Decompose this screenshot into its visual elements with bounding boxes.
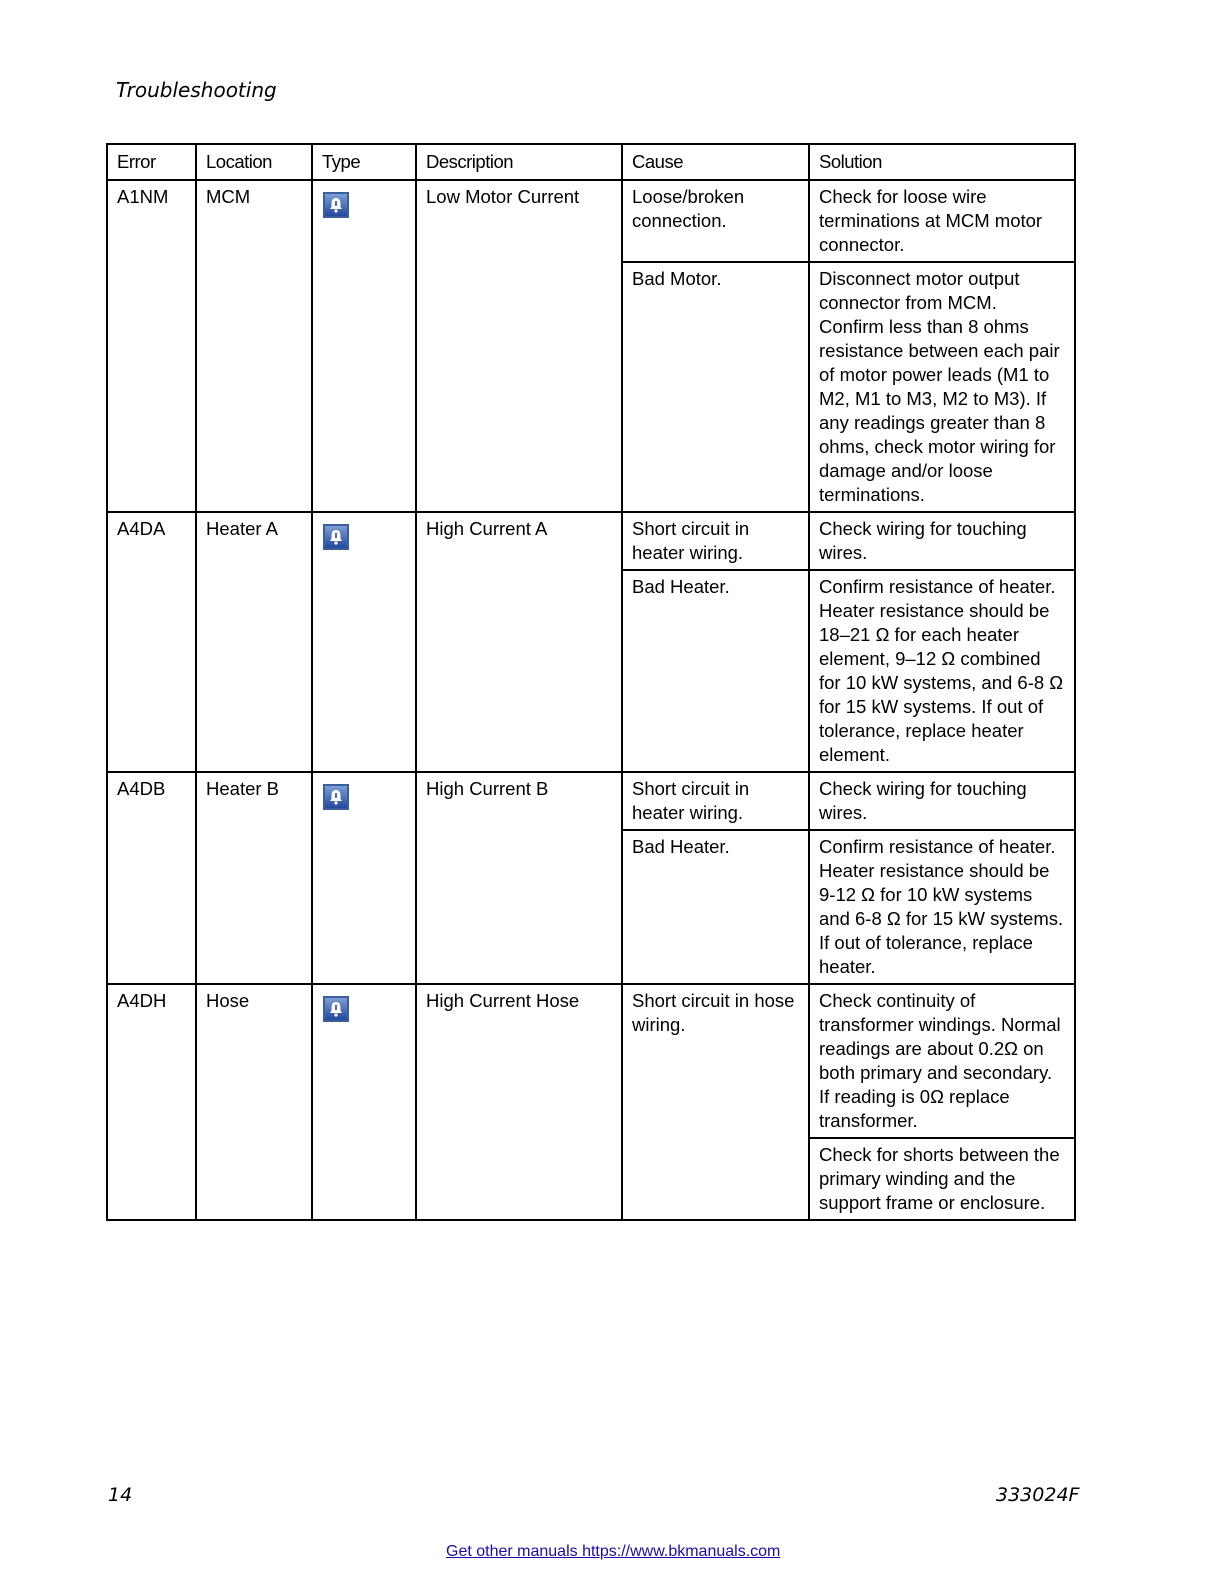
error-code: A4DH (107, 984, 196, 1220)
table-row (107, 772, 1075, 830)
error-type (312, 772, 416, 984)
cause-cell: Bad Heater. (622, 570, 809, 772)
error-code: A4DB (107, 772, 196, 984)
solution-cell: Confirm resistance of heater. Heater resistance should be 18–21 Ω for each heater element, 9–12 Ω combined for 10 kW systems, and 6-8 Ω for 15 kW systems. If out of tolerance, replace heater element. (809, 570, 1075, 772)
cause-cell: Loose/broken connection. (622, 180, 809, 262)
manuals-link[interactable]: Get other manuals https://www.bkmanuals.com (446, 1543, 781, 1560)
alarm-icon (323, 192, 349, 218)
solution-cell: Disconnect motor output connector from MCM. Confirm less than 8 ohms resistance between each pair of motor power leads (M1 to M2, M1 to M3, M2 to M3). If any readings greater than 8 ohms, check motor wiring for damage and/or loose terminations. (809, 262, 1075, 512)
cause-cell: Short circuit in hose wiring. (622, 984, 809, 1220)
document-number: 333024F (996, 1484, 1080, 1506)
solution-cell: Check for loose wire terminations at MCM motor connector. (809, 180, 1075, 262)
error-code: A1NM (107, 180, 196, 512)
alarm-icon (323, 996, 349, 1022)
error-type (312, 512, 416, 772)
error-description: High Current B (416, 772, 622, 984)
table-header-row (107, 144, 1075, 180)
solution-cell: Check for shorts between the primary winding and the support frame or enclosure. (809, 1138, 1075, 1220)
error-code: A4DA (107, 512, 196, 772)
column-header-error: Error (107, 144, 196, 180)
page-number: 14 (108, 1484, 133, 1506)
solution-cell: Check wiring for touching wires. (809, 772, 1075, 830)
cause-cell: Bad Motor. (622, 262, 809, 512)
error-location: Heater A (196, 512, 312, 772)
solution-cell: Confirm resistance of heater. Heater resistance should be 9-12 Ω for 10 kW systems and 6-8 Ω for 15 kW systems. If out of tolerance, replace heater. (809, 830, 1075, 984)
troubleshooting-table (106, 143, 1076, 1221)
column-header-location: Location (196, 144, 312, 180)
error-type (312, 180, 416, 512)
section-title: Troubleshooting (116, 78, 277, 102)
cause-cell: Short circuit in heater wiring. (622, 512, 809, 570)
table-row (107, 984, 1075, 1138)
error-location: MCM (196, 180, 312, 512)
error-description: High Current Hose (416, 984, 622, 1220)
column-header-solution: Solution (809, 144, 1075, 180)
column-header-description: Description (416, 144, 622, 180)
cause-cell: Short circuit in heater wiring. (622, 772, 809, 830)
error-description: Low Motor Current (416, 180, 622, 512)
solution-cell: Check continuity of transformer windings. Normal readings are about 0.2Ω on both primary and secondary. If reading is 0Ω replace transformer. (809, 984, 1075, 1138)
table-row (107, 512, 1075, 570)
error-location: Hose (196, 984, 312, 1220)
alarm-icon (323, 524, 349, 550)
column-header-type: Type (312, 144, 416, 180)
error-location: Heater B (196, 772, 312, 984)
solution-cell: Check wiring for touching wires. (809, 512, 1075, 570)
table-row (107, 180, 1075, 262)
column-header-cause: Cause (622, 144, 809, 180)
error-description: High Current A (416, 512, 622, 772)
alarm-icon (323, 784, 349, 810)
cause-cell: Bad Heater. (622, 830, 809, 984)
error-type (312, 984, 416, 1220)
